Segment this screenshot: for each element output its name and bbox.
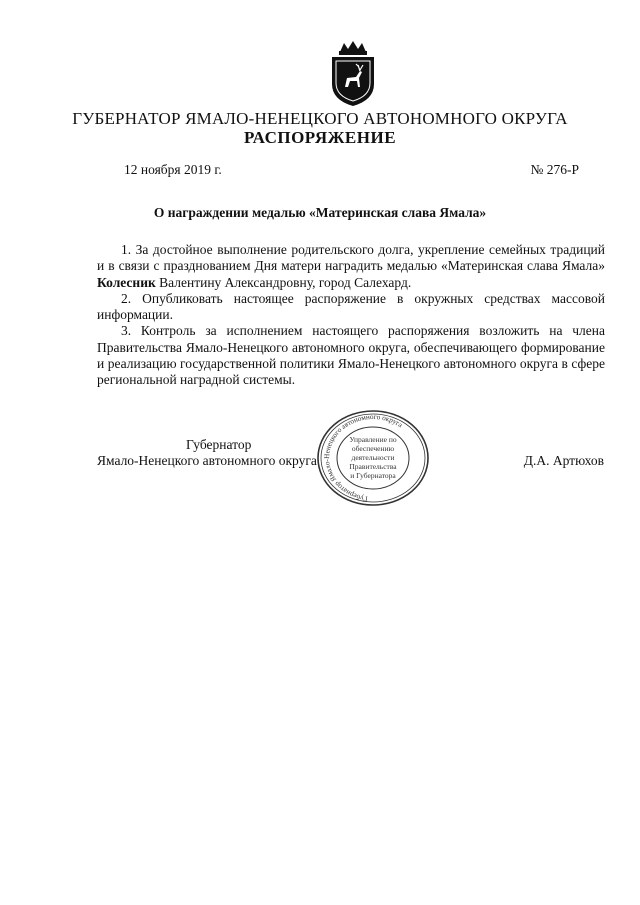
official-stamp <box>312 408 434 508</box>
paragraph-2: 2. Опубликовать настоящее распоряжение в окружных средствах массовой информации. <box>97 290 605 323</box>
paragraph-1-text-end: Валентину Александровну, город Салехард. <box>155 274 412 290</box>
paragraph-1-text: 1. За достойное выполнение родительского долга, укрепление семейных традиций и в связи с празднованием Дня матери наградить медалью «Материнская слава Ямала» <box>97 242 605 274</box>
stamp-line: Управление по <box>349 435 397 444</box>
stamp-ring-text: Губернатор Ямало-Ненецкого автономного округа <box>322 412 404 503</box>
paragraph-3: 3. Контроль за исполнением настоящего распоряжения возложить на члена Правительства Ямало-Ненецкого автономного округа, обеспечивающего формирование и реализацию государственной политики Ямало-Ненецкого автономного округа в сфере региональной наградной системы. <box>97 323 605 388</box>
document-number: № 276-Р <box>530 162 579 177</box>
stamp-line: деятельности <box>351 453 395 462</box>
coat-of-arms-icon <box>326 40 380 108</box>
document-body <box>97 242 605 389</box>
document-date: 12 ноября 2019 г. <box>124 162 222 177</box>
signatory-title-region: Ямало-Ненецкого автономного округа <box>97 453 317 468</box>
signatory-name: Д.А. Артюхов <box>523 453 604 468</box>
signatory-title: Губернатор <box>186 437 252 452</box>
document-type: РАСПОРЯЖЕНИЕ <box>243 128 397 147</box>
stamp-line: обеспечению <box>351 444 395 453</box>
stamp-line: Правительства <box>349 462 397 471</box>
paragraph-1 <box>97 242 605 291</box>
issuing-authority: ГУБЕРНАТОР ЯМАЛО-НЕНЕЦКОГО АВТОНОМНОГО ОКРУГА <box>72 109 568 128</box>
document-subject: О награждении медалью «Материнская слава Ямала» <box>153 205 487 220</box>
awardee-surname: Колесник <box>97 274 156 290</box>
stamp-line: и Губернатора <box>350 471 396 480</box>
